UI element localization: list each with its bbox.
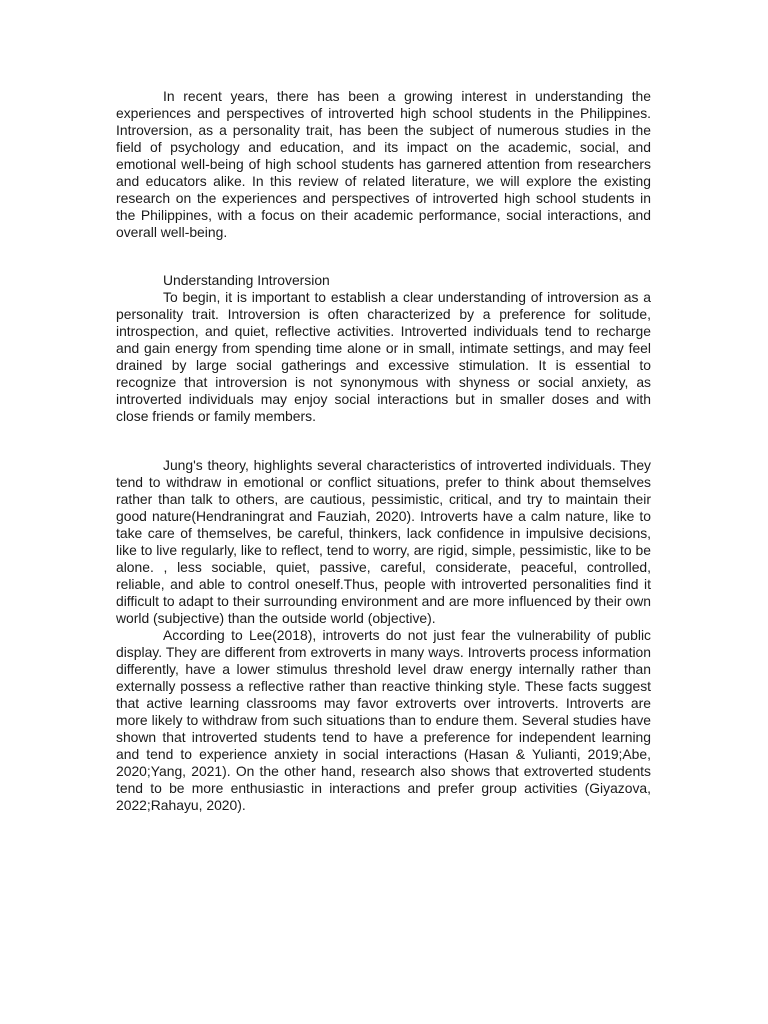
intro-paragraph: In recent years, there has been a growing interest in understanding the experiences and perspectives of introverted high school students in the Philippines. Introversion, as a personality trait, has been the subject of numerous studies in the field of psychology and education, and its impact on the academic, social, and emotional well-being of high school students has garnered attention from researchers and educators alike. In this review of related literature, we will explore the existing research on the experiences and perspectives of introverted high school students in the Philippines, with a focus on their academic performance, social interactions, and overall well-being. [116,88,651,240]
jung-paragraph: Jung's theory, highlights several characteristics of introverted individuals. They tend to withdraw in emotional or conflict situations, prefer to think about themselves rather than talk to others, are cautious, pessimistic, critical, and try to maintain their good nature(Hendraningrat and Fauziah, 2020). Introverts have a calm nature, like to take care of themselves, be careful, thinkers, lack confidence in impulsive decisions, like to live regularly, like to reflect, tend to worry, are rigid, simple, pessimistic, like to be alone. , less sociable, quiet, passive, careful, considerate, peaceful, controlled, reliable, and able to control oneself.Thus, people with introverted personalities find it difficult to adapt to their surrounding environment and are more influenced by their own world (subjective) than the outside world (objective). [116,457,651,626]
section-heading: Understanding Introversion [163,272,330,288]
understanding-introversion-section [116,272,651,425]
understanding-paragraph: To begin, it is important to establish a clear understanding of introversion as a personality trait. Introversion is often characterized by a preference for solitude, introspection, and quiet, reflective activities. Introverted individuals tend to recharge and gain energy from spending time alone or in small, intimate settings, and may feel drained by large social gatherings and excessive stimulation. It is essential to recognize that introversion is not synonymous with shyness or social anxiety, as introverted individuals may enjoy social interactions but in smaller doses and with close friends or family members. [116,289,651,424]
lee-paragraph: According to Lee(2018), introverts do not just fear the vulnerability of public display. They are different from extroverts in many ways. Introverts process information differently, have a lower stimulus threshold level draw energy internally rather than externally possess a reflective rather than reactive thinking style. These facts suggest that active learning classrooms may favor extroverts over introverts. Introverts are more likely to withdraw from such situations than to endure them. Several studies have shown that introverted students tend to have a preference for independent learning and tend to experience anxiety in social interactions (Hasan & Yulianti, 2019;Abe, 2020;Yang, 2021). On the other hand, research also shows that extroverted students tend to be more enthusiastic in interactions and prefer group activities (Giyazova, 2022;Rahayu, 2020). [116,627,651,813]
intro-section [116,88,651,241]
characteristics-section [116,457,651,814]
